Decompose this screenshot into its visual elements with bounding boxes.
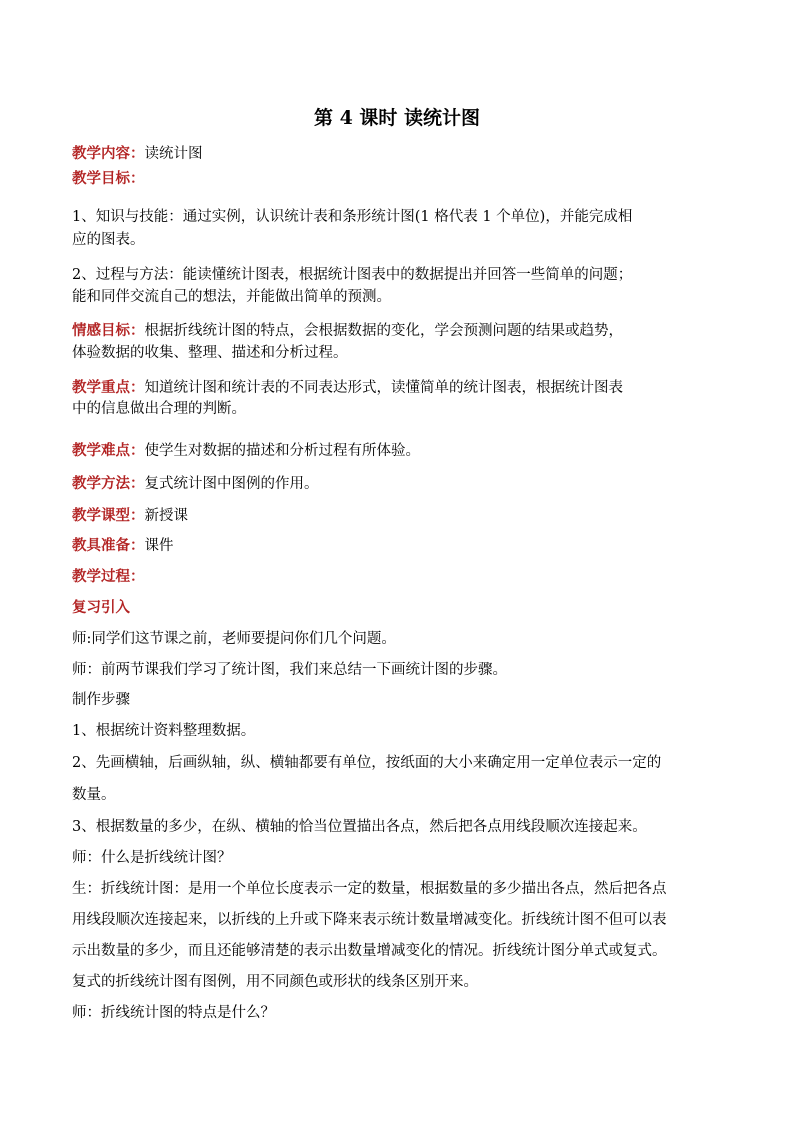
key-points-line2: 中的信息做出合理的判断。 — [72, 401, 246, 417]
process-heading — [72, 566, 732, 588]
method-label: 教学方法： — [72, 475, 145, 492]
tools-label: 教具准备： — [72, 537, 145, 554]
paragraph-8-line1: 生：折线统计图：是用一个单位长度表示一定的数量，根据数量的多少描出各点，然后把各点 — [72, 881, 667, 897]
paragraph-4: 1、根据统计资料整理数据。 — [72, 723, 256, 739]
paragraph-9: 师：折线统计图的特点是什么？ — [72, 1005, 275, 1021]
paragraph-5-line2: 数量。 — [72, 787, 116, 803]
paragraph-8-line4: 复式的折线统计图有图例，用不同颜色或形状的线条区别开来。 — [72, 974, 478, 990]
teaching-content-value: 读统计图 — [144, 146, 203, 162]
goal1-line1: 1、知识与技能：通过实例，认识统计表和条形统计图(1 格代表 1 个单位)，并能完成相 — [72, 209, 633, 225]
difficulty-label: 教学难点： — [72, 442, 145, 459]
emotion-goal-line2: 体验数据的收集、整理、描述和分析过程。 — [72, 345, 348, 361]
teaching-content-row — [72, 143, 732, 165]
paragraph-2: 师：前两节课我们学习了统计图，我们来总结一下画统计图的步骤。 — [72, 662, 507, 678]
review-heading — [72, 597, 732, 619]
lesson-type-value: 新授课 — [144, 508, 188, 524]
difficulty-value: 使学生对数据的描述和分析过程有所体验。 — [144, 443, 420, 459]
paragraph-5-line1: 2、先画横轴，后画纵轴，纵、横轴都要有单位，按纸面的大小来确定用一定单位表示一定的 — [72, 755, 662, 771]
emotion-goal-label: 情感目标： — [72, 322, 145, 339]
tools-value: 课件 — [144, 538, 174, 554]
teaching-goals-label: 教学目标： — [72, 170, 145, 187]
paragraph-1: 师:同学们这节课之前，老师要提问你们几个问题。 — [72, 631, 396, 647]
paragraph-7: 师：什么是折线统计图？ — [72, 850, 232, 866]
tools-row — [72, 535, 732, 557]
review-label: 复习引入 — [72, 599, 130, 616]
lesson-type-label: 教学课型： — [72, 507, 145, 524]
lesson-type-row — [72, 505, 732, 527]
process-label: 教学过程： — [72, 568, 145, 585]
page-title: 第 4 课时 读统计图 — [313, 107, 481, 129]
goal1-line2: 应的图表。 — [72, 232, 145, 248]
paragraph-8-line2: 用线段顺次连接起来，以折线的上升或下降来表示统计数量增减变化。折线统计图不但可以表 — [72, 912, 667, 928]
paragraph-6: 3、根据数量的多少，在纵、横轴的恰当位置描出各点，然后把各点用线段顺次连接起来。 — [72, 819, 647, 835]
key-points-line1: 知道统计图和统计表的不同表达形式，读懂简单的统计图表，根据统计图表 — [144, 380, 623, 396]
paragraph-3: 制作步骤 — [72, 692, 130, 708]
emotion-goal-row — [72, 320, 732, 342]
key-points-label: 教学重点： — [72, 379, 145, 396]
goal2-line2: 能和同伴交流自己的想法，并能做出简单的预测。 — [72, 289, 391, 305]
method-value: 复式统计图中图例的作用。 — [144, 476, 319, 492]
key-points-row — [72, 377, 732, 399]
difficulty-row — [72, 440, 732, 462]
teaching-content-label: 教学内容： — [72, 145, 145, 162]
teaching-goals-heading — [72, 168, 732, 190]
goal2-line1: 2、过程与方法：能读懂统计图表，根据统计图表中的数据提出并回答一些简单的问题； — [72, 267, 633, 283]
paragraph-8-line3: 示出数量的多少，而且还能够清楚的表示出数量增减变化的情况。折线统计图分单式或复式。 — [72, 943, 667, 959]
emotion-goal-line1: 根据折线统计图的特点，会根据数据的变化，学会预测问题的结果或趋势， — [144, 323, 623, 339]
method-row — [72, 473, 732, 495]
